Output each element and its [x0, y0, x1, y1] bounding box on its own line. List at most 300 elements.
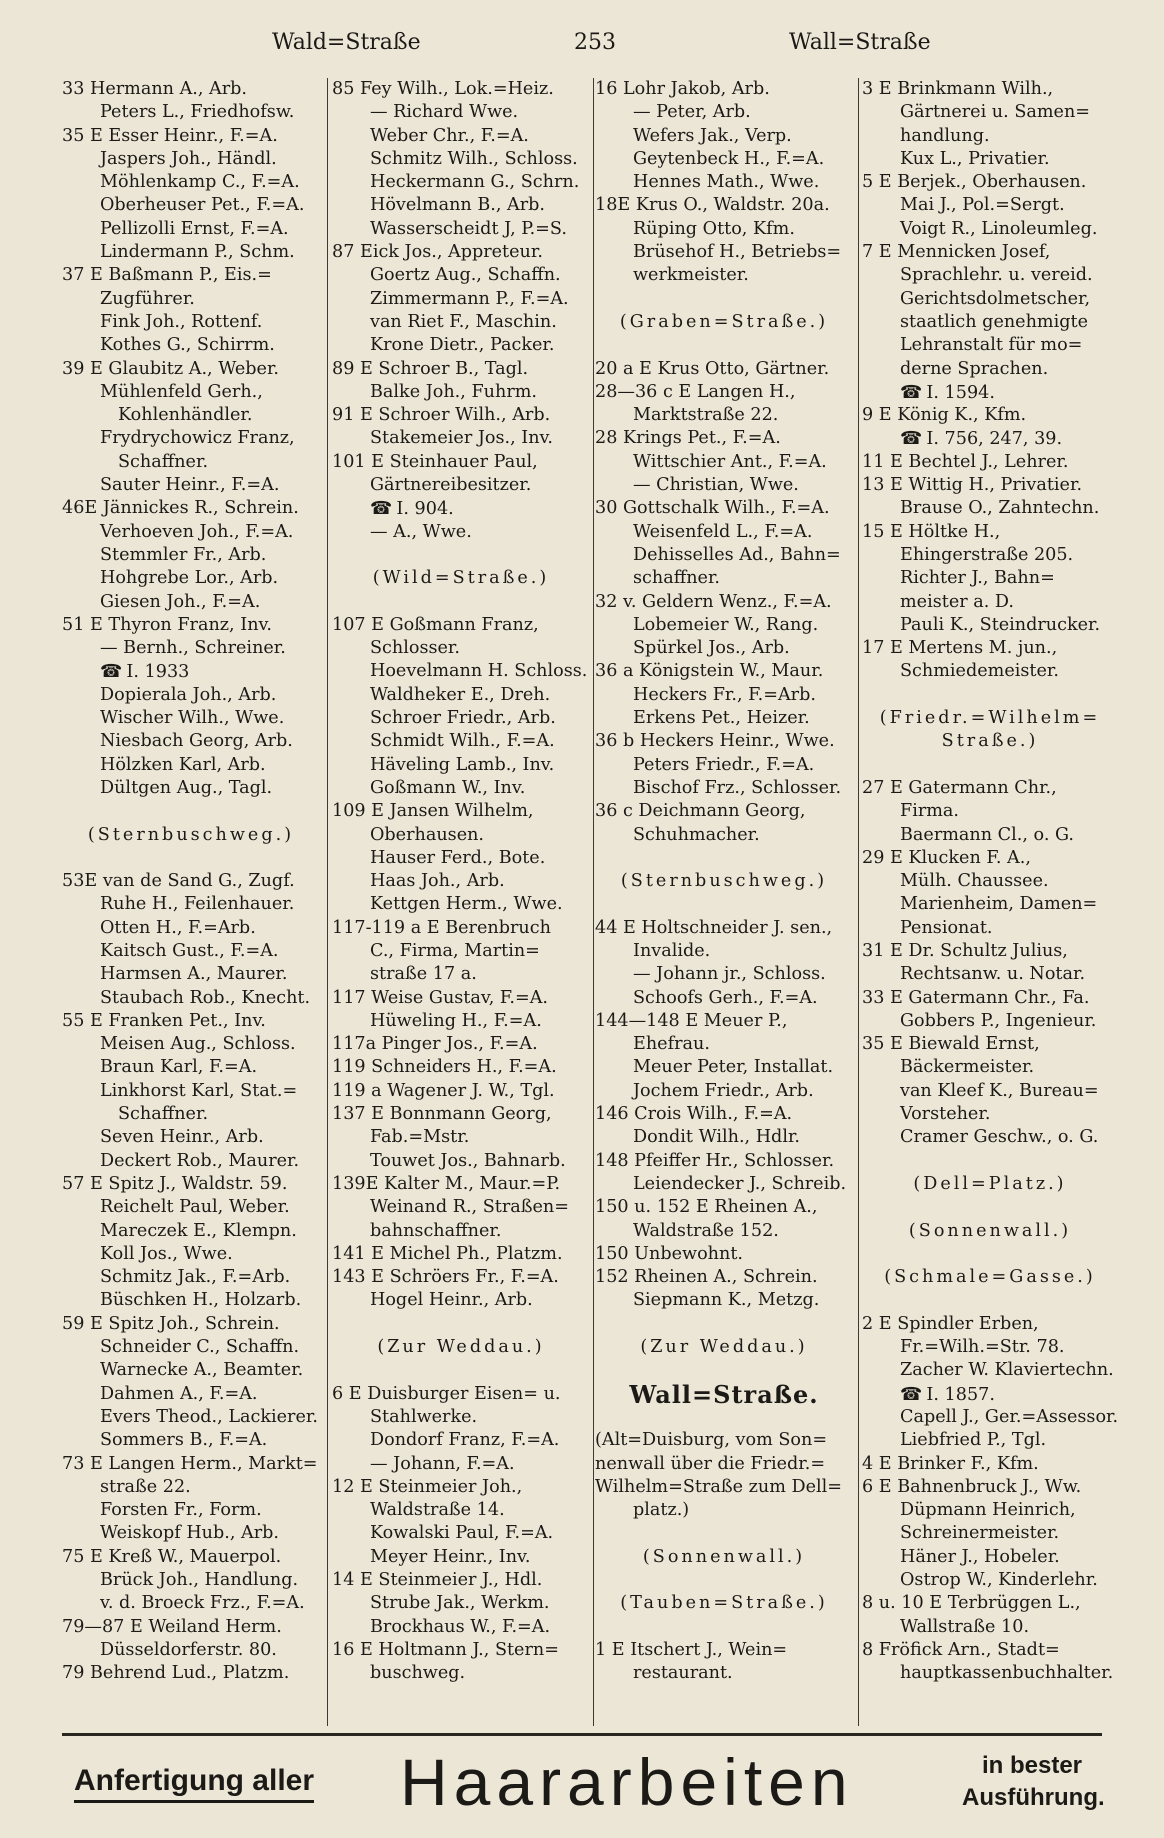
directory-entry [62, 660, 320, 683]
cross-street-label [862, 1220, 1118, 1243]
footer-rule [62, 1733, 1102, 1736]
directory-entry [332, 1266, 590, 1289]
ad-tagline [962, 1750, 1105, 1814]
ad-tagline-line2: Ausführung. [962, 1784, 1105, 1811]
directory-entry [862, 1476, 1118, 1499]
entry-text: 7 E Mennicken Josef, [862, 242, 1051, 263]
entry-text: Lobemeier W., Rang. [633, 614, 819, 635]
entry-text: Schmitz Wilh., Schloss. [370, 148, 578, 169]
entry-text: werkmeister. [633, 265, 749, 286]
entry-text: Zacher W. Klaviertechn. [900, 1360, 1114, 1381]
directory-entry [862, 1616, 1118, 1639]
directory-entry [332, 1010, 590, 1033]
directory-entry [332, 218, 590, 241]
entry-text: 17 E Mertens M. jun., [862, 638, 1058, 659]
entry-text: Fr.=Wilh.=Str. 78. [900, 1337, 1065, 1358]
entry-text: 31 E Dr. Schultz Julius, [862, 940, 1068, 961]
entry-text: 73 E Langen Herm., Markt= [62, 1453, 318, 1474]
entry-text: 101 E Steinhauer Paul, [332, 451, 538, 472]
directory-entry [862, 940, 1118, 963]
entry-text: Lehranstalt für mo= [900, 335, 1083, 356]
entry-text: 2 E Spindler Erben, [862, 1313, 1039, 1334]
entry-text: 8 Fröfick Arn., Stadt= [862, 1639, 1060, 1660]
directory-entry [595, 1313, 853, 1336]
entry-text: Harmsen A., Maurer. [100, 964, 288, 985]
entry-text: Stahlwerke. [370, 1406, 478, 1427]
directory-entry [332, 963, 590, 986]
entry-text: Goßmann W., Inv. [370, 777, 526, 798]
cross-street-label [862, 730, 1118, 753]
directory-entry [62, 101, 320, 124]
directory-entry [62, 474, 320, 497]
entry-text: 16 E Holtmann J., Stern= [332, 1639, 559, 1660]
directory-entry [595, 474, 853, 497]
directory-entry [332, 451, 590, 474]
entry-text: handlung. [900, 125, 990, 146]
directory-entry [862, 1359, 1118, 1382]
cross-street-label [595, 870, 853, 893]
directory-column-3 [595, 78, 853, 1728]
directory-entry [595, 218, 853, 241]
directory-entry [595, 1662, 853, 1685]
entry-text: Düpmann Heinrich, [900, 1500, 1076, 1521]
entry-text: Vorsteher. [900, 1104, 991, 1125]
entry-text: (Tauben=Straße.) [620, 1593, 828, 1614]
entry-text: Haas Joh., Arb. [370, 871, 505, 892]
entry-text: 36 c Deichmann Georg, [595, 801, 806, 822]
directory-entry [332, 521, 590, 544]
directory-entry [595, 567, 853, 590]
directory-entry [862, 591, 1118, 614]
directory-entry [62, 1266, 320, 1289]
directory-entry [862, 1150, 1118, 1173]
entry-text: 29 E Klucken F. A., [862, 847, 1031, 868]
entry-text: Rechtsanw. u. Notar. [900, 964, 1086, 985]
directory-entry [332, 1429, 590, 1452]
directory-entry [62, 730, 320, 753]
entry-text: Schreinermeister. [900, 1523, 1060, 1544]
directory-entry [62, 1359, 320, 1382]
directory-entry [62, 1429, 320, 1452]
entry-text: 150 u. 152 E Rheinen A., [595, 1197, 818, 1218]
entry-text: Koll Jos., Wwe. [100, 1243, 233, 1264]
entry-text: Frydrychowicz Franz, [100, 428, 295, 449]
directory-entry [332, 148, 590, 171]
entry-text: (Wild=Straße.) [372, 568, 550, 589]
entry-text: Waldstraße 14. [370, 1500, 505, 1521]
entry-text: Mülh. Chaussee. [900, 871, 1049, 892]
directory-entry [595, 1639, 853, 1662]
directory-entry [332, 1033, 590, 1056]
entry-text: (Friedr.=Wilhelm= [879, 708, 1101, 729]
entry-text: Wall=Straße. [629, 1382, 819, 1406]
entry-text: (Schmale=Gasse.) [884, 1267, 1096, 1288]
directory-entry [332, 1056, 590, 1079]
directory-entry [332, 1616, 590, 1639]
entry-text: 152 Rheinen A., Schrein. [595, 1267, 818, 1288]
directory-entry [595, 1103, 853, 1126]
entry-text: Brause O., Zahntechn. [900, 498, 1100, 519]
entry-text: Richter J., Bahn= [900, 568, 1055, 589]
directory-entry [862, 358, 1118, 381]
directory-entry [595, 288, 853, 311]
entry-text: Warnecke A., Beamter. [100, 1360, 304, 1381]
entry-text: 35 E Esser Heinr., F.=A. [62, 125, 278, 146]
directory-entry [595, 777, 853, 800]
entry-text: Hauser Ferd., Bote. [370, 847, 546, 868]
directory-entry [332, 1173, 590, 1196]
entry-text: Häveling Lamb., Inv. [370, 754, 555, 775]
directory-entry [862, 893, 1118, 916]
entry-text: 14 E Steinmeier J., Hdl. [332, 1570, 543, 1590]
cross-street-label [862, 707, 1118, 730]
directory-entry [862, 987, 1118, 1010]
telephone-hand-icon: ☎ [370, 498, 393, 520]
entry-text: 13 E Wittig H., Privatier. [862, 475, 1083, 496]
directory-entry [62, 1173, 320, 1196]
directory-entry [62, 1616, 320, 1639]
directory-entry [862, 1243, 1118, 1266]
entry-text: 20 a E Krus Otto, Gärtner. [595, 358, 830, 379]
directory-entry [62, 451, 320, 474]
directory-entry [862, 497, 1118, 520]
directory-entry [862, 474, 1118, 497]
entry-text: 91 E Schroer Wilh., Arb. [332, 405, 551, 426]
entry-text: Schroer Friedr., Arb. [370, 708, 556, 729]
directory-entry [62, 171, 320, 194]
directory-entry [332, 78, 590, 101]
entry-text: bahnschaffner. [370, 1220, 502, 1241]
entry-text: Peters Friedr., F.=A. [633, 754, 815, 775]
entry-text: 6 E Bahnenbruck J., Ww. [862, 1476, 1082, 1497]
entry-text: I. 904. [396, 499, 454, 520]
advertisement [62, 1742, 1105, 1828]
directory-entry [62, 1592, 320, 1615]
directory-entry [332, 334, 590, 357]
entry-text: Cramer Geschw., o. G. [900, 1127, 1099, 1148]
directory-entry [62, 1569, 320, 1592]
directory-entry [332, 684, 590, 707]
directory-entry [62, 1010, 320, 1033]
entry-text: Oberhausen. [370, 824, 485, 845]
directory-entry [332, 614, 590, 637]
cross-street-label [862, 1173, 1118, 1196]
directory-entry [595, 358, 853, 381]
directory-entry [62, 1080, 320, 1103]
entry-text: Gärtnereibesitzer. [370, 475, 532, 496]
directory-entry [862, 311, 1118, 334]
directory-entry [595, 1010, 853, 1033]
entry-text: Kettgen Herm., Wwe. [370, 894, 563, 915]
directory-entry [332, 1476, 590, 1499]
directory-entry [595, 78, 853, 101]
directory-entry [595, 404, 853, 427]
directory-entry [595, 241, 853, 264]
directory-entry [332, 987, 590, 1010]
entry-text: (Graben=Straße.) [619, 311, 829, 332]
directory-entry [62, 1522, 320, 1545]
directory-entry [332, 847, 590, 870]
directory-entry [62, 1546, 320, 1569]
directory-entry [332, 1080, 590, 1103]
cross-street-label [862, 1266, 1118, 1289]
entry-text: Hoevelmann H. Schloss. [370, 661, 588, 682]
directory-entry [332, 660, 590, 683]
page-number: 253 [574, 30, 616, 55]
entry-text: (Alt=Duisburg, vom Son= [595, 1430, 828, 1451]
directory-entry [595, 497, 853, 520]
directory-entry [595, 451, 853, 474]
directory-entry [862, 1429, 1118, 1452]
directory-entry [332, 125, 590, 148]
directory-entry [62, 1033, 320, 1056]
entry-text: Hölzken Karl, Arb. [100, 754, 266, 775]
directory-entry [62, 218, 320, 241]
entry-text: Pauli K., Steindrucker. [900, 614, 1101, 635]
directory-entry [595, 1499, 853, 1522]
directory-entry [332, 917, 590, 940]
entry-text: Schneider C., Schaffn. [100, 1337, 300, 1358]
directory-entry [332, 707, 590, 730]
directory-entry [595, 1476, 853, 1499]
directory-entry [595, 148, 853, 171]
directory-entry [862, 1546, 1118, 1569]
directory-entry [62, 637, 320, 660]
entry-text: Wasserscheidt J, P.=S. [370, 218, 567, 239]
directory-entry [332, 497, 590, 520]
directory-entry [862, 777, 1118, 800]
entry-text: Gobbers P., Ingenieur. [900, 1010, 1097, 1031]
entry-text: I. 1857. [926, 1384, 995, 1405]
directory-entry [862, 800, 1118, 823]
entry-text: Strube Jak., Werkm. [370, 1593, 550, 1614]
entry-text: Kaitsch Gust., F.=A. [100, 940, 279, 961]
directory-entry [62, 987, 320, 1010]
directory-entry [332, 1662, 590, 1685]
directory-entry [595, 427, 853, 450]
directory-entry [862, 824, 1118, 847]
directory-entry [862, 1336, 1118, 1359]
directory-entry [862, 1499, 1118, 1522]
entry-text: Düsseldorferstr. 80. [100, 1639, 277, 1660]
directory-entry [62, 1662, 320, 1685]
directory-entry [862, 1592, 1118, 1615]
directory-entry [62, 1476, 320, 1499]
directory-entry [332, 171, 590, 194]
entry-text: 39 E Glaubitz A., Weber. [62, 358, 280, 379]
entry-text: 5 E Berjek., Oberhausen. [862, 172, 1087, 193]
entry-text: Oberheuser Pet., F.=A. [100, 195, 305, 216]
entry-text: Weinand R., Straßen= [370, 1197, 569, 1218]
directory-entry [62, 358, 320, 381]
entry-text: Schuhmacher. [633, 824, 760, 845]
directory-entry [595, 1220, 853, 1243]
directory-entry [595, 1616, 853, 1639]
entry-text: C., Firma, Martin= [370, 940, 540, 961]
directory-entry [595, 963, 853, 986]
entry-text: Heckers Fr., F.=Arb. [633, 684, 816, 705]
directory-entry [595, 1522, 853, 1545]
directory-entry [62, 521, 320, 544]
entry-text: Schmitz Jak., F.=Arb. [100, 1267, 291, 1288]
entry-text: Mai J., Pol.=Sergt. [900, 195, 1065, 216]
cross-street-label [332, 567, 590, 590]
entry-text: Hövelmann B., Arb. [370, 195, 546, 216]
directory-entry [332, 1359, 590, 1382]
directory-entry [332, 754, 590, 777]
entry-text: Zugführer. [100, 288, 195, 309]
directory-entry [862, 451, 1118, 474]
entry-text: 6 E Duisburger Eisen= u. [332, 1383, 561, 1404]
directory-entry [595, 707, 853, 730]
directory-entry [62, 1243, 320, 1266]
entry-text: Zimmermann P., F.=A. [370, 288, 569, 309]
entry-text: Reichelt Paul, Weber. [100, 1197, 290, 1218]
cross-street-label [595, 311, 853, 334]
entry-text: — Christian, Wwe. [633, 475, 799, 496]
cross-street-label [332, 1336, 590, 1359]
directory-entry [62, 125, 320, 148]
entry-text: schaffner. [633, 568, 721, 589]
directory-entry [595, 917, 853, 940]
entry-text: 28—36 c E Langen H., [595, 381, 796, 402]
directory-columns [62, 78, 1118, 1728]
cross-street-label [62, 824, 320, 847]
entry-text: Ostrop W., Kinderlehr. [900, 1570, 1098, 1590]
directory-entry [595, 847, 853, 870]
cross-street-label [595, 1336, 853, 1359]
entry-text: Goertz Aug., Schaffn. [370, 265, 561, 286]
entry-text: (Zur Weddau.) [640, 1337, 808, 1358]
entry-text: Marktstraße 22. [633, 405, 779, 426]
directory-entry [862, 1383, 1118, 1406]
entry-text: Niesbach Georg, Arb. [100, 731, 293, 752]
entry-text: Leiendecker J., Schreib. [633, 1173, 847, 1194]
entry-text: Touwet Jos., Bahnarb. [370, 1150, 566, 1171]
directory-entry [862, 1196, 1118, 1219]
directory-entry [595, 1289, 853, 1312]
entry-text: buschweg. [370, 1663, 466, 1684]
directory-entry [595, 544, 853, 567]
entry-text: Sprachlehr. u. vereid. [900, 265, 1093, 286]
entry-text: 27 E Gatermann Chr., [862, 777, 1057, 798]
entry-text: Pensionat. [900, 917, 993, 938]
directory-entry [595, 591, 853, 614]
entry-text: Schoofs Gerh., F.=A. [633, 987, 818, 1008]
directory-entry [62, 963, 320, 986]
directory-entry [595, 614, 853, 637]
directory-entry [595, 987, 853, 1010]
entry-text: Fink Joh., Rottenf. [100, 311, 263, 332]
header-street-right: Wall=Straße [789, 30, 931, 55]
entry-text: Dondit Wilh., Hdlr. [633, 1127, 801, 1148]
entry-text: 119 a Wagener J. W., Tgl. [332, 1080, 555, 1101]
entry-text: platz.) [633, 1500, 690, 1521]
entry-text: Evers Theod., Lackierer. [100, 1406, 318, 1427]
directory-column-1 [62, 78, 320, 1728]
directory-entry [595, 334, 853, 357]
directory-entry [862, 1010, 1118, 1033]
entry-text: Siepmann K., Metzg. [633, 1290, 820, 1311]
entry-text: Sommers B., F.=A. [100, 1430, 268, 1451]
entry-text: Weisenfeld L., F.=A. [633, 521, 813, 542]
telephone-hand-icon: ☎ [100, 661, 123, 683]
directory-entry [862, 1056, 1118, 1079]
entry-text: Hüweling H., F.=A. [370, 1010, 542, 1031]
entry-text: Meuer Peter, Installat. [633, 1057, 834, 1078]
entry-text: Capell J., Ger.=Assessor. [900, 1406, 1118, 1427]
entry-text: Peters L., Friedhofsw. [100, 102, 295, 123]
entry-text: 35 E Biewald Ernst, [862, 1034, 1040, 1055]
directory-column-2 [332, 78, 590, 1728]
directory-entry [62, 404, 320, 427]
directory-entry [332, 1639, 590, 1662]
entry-text: Heckermann G., Schrn. [370, 172, 580, 193]
entry-text: Baermann Cl., o. G. [900, 824, 1075, 845]
directory-entry [62, 917, 320, 940]
entry-text: staatlich genehmigte [900, 311, 1088, 332]
directory-entry [862, 194, 1118, 217]
entry-text: Wallstraße 10. [900, 1616, 1030, 1637]
directory-entry [332, 194, 590, 217]
entry-text: Jaspers Joh., Händl. [100, 148, 277, 169]
directory-entry [862, 427, 1118, 450]
entry-text: 36 b Heckers Heinr., Wwe. [595, 731, 835, 752]
entry-text: v. d. Broeck Frz., F.=A. [100, 1593, 305, 1614]
directory-entry [62, 1220, 320, 1243]
directory-entry [862, 78, 1118, 101]
entry-text: Dopierala Joh., Arb. [100, 684, 277, 705]
directory-entry [595, 754, 853, 777]
entry-text: Büschken H., Holzarb. [100, 1290, 302, 1311]
entry-text: Bischof Frz., Schlosser. [633, 777, 842, 798]
entry-text: 30 Gottschalk Wilh., F.=A. [595, 498, 830, 519]
directory-entry [862, 1313, 1118, 1336]
directory-entry [862, 1103, 1118, 1126]
entry-text: 1 E Itschert J., Wein= [595, 1639, 788, 1660]
directory-entry [862, 1453, 1118, 1476]
header-street-left: Wald=Straße [272, 30, 421, 55]
entry-text: 148 Pfeiffer Hr., Schlosser. [595, 1150, 835, 1171]
directory-entry [332, 1126, 590, 1149]
directory-entry [332, 474, 590, 497]
entry-text: 79—87 E Weiland Herm. [62, 1616, 282, 1637]
directory-entry [862, 148, 1118, 171]
entry-text: — Johann, F.=A. [370, 1453, 515, 1474]
entry-text: straße 22. [100, 1476, 191, 1497]
entry-text: Brück Joh., Handlung. [100, 1570, 299, 1590]
directory-entry [595, 101, 853, 124]
entry-text: Giesen Joh., F.=A. [100, 591, 261, 612]
directory-entry [62, 148, 320, 171]
directory-entry [595, 1453, 853, 1476]
directory-entry [862, 101, 1118, 124]
telephone-hand-icon: ☎ [900, 381, 923, 403]
directory-entry [62, 1126, 320, 1149]
entry-text: 3 E Brinkmann Wilh., [862, 79, 1054, 99]
directory-entry [862, 1126, 1118, 1149]
directory-entry [595, 1173, 853, 1196]
directory-entry [595, 730, 853, 753]
directory-entry [595, 660, 853, 683]
directory-entry [62, 1313, 320, 1336]
entry-text: Marienheim, Damen= [900, 894, 1098, 915]
directory-entry [332, 1522, 590, 1545]
entry-text: 18E Krus O., Waldstr. 20a. [595, 195, 830, 216]
entry-text: Möhlenkamp C., F.=A. [100, 172, 300, 193]
directory-entry [62, 334, 320, 357]
directory-entry [332, 1546, 590, 1569]
